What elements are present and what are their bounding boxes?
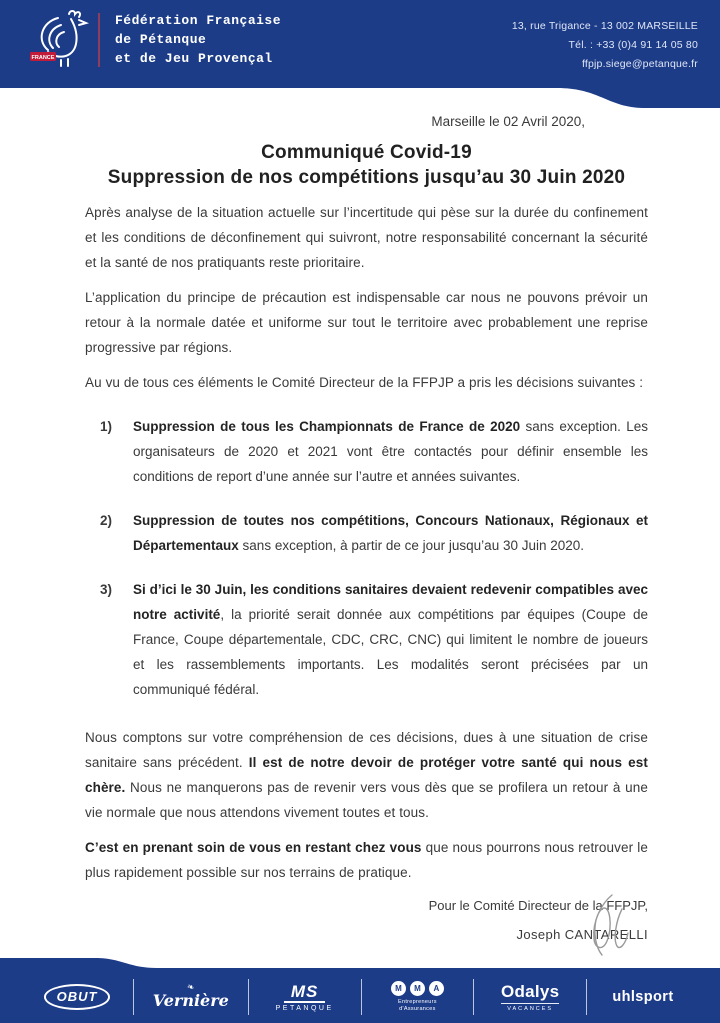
title-line-2: Suppression de nos compétitions jusqu’au 30 Juin 2020: [107, 167, 626, 188]
signoff-committee: Pour le Comité Directeur de la FFPJP,: [428, 898, 648, 913]
mma-logo-subtext: [398, 999, 437, 1013]
verniere-logo: [152, 981, 229, 1010]
org-name-line-2: de Pétanque: [115, 32, 207, 47]
signoff-name: Joseph CANTARELLI: [516, 927, 648, 942]
contact-phone: Tél. : +33 (0)4 91 14 05 80: [568, 39, 698, 51]
ms-logo-text: MS: [284, 983, 326, 1003]
decision-text-3: Si d’ici le 30 Juin, les conditions sanitaires devaient redevenir compatibles avec notre activité, la priorité serait donnée aux compétitions par équipes (Coupe de France, Coupe départementale, CDC, CRC, CNC) qui limitent le nombre de joueurs et les rassemblements importants. Les modalités seront précisées par un communiqué fédéral.: [133, 582, 648, 697]
decision-text-1: Suppression de tous les Championnats de France de 2020 sans exception. Les organisateurs de 2020 et 2021 vont être contactés pour définir ensemble les conditions de report d’une année sur l’autre et années suivantes.: [133, 419, 649, 484]
mma-circle-m2: M: [410, 981, 425, 996]
decisions-list: [85, 414, 648, 702]
feather-icon: ❧: [185, 981, 196, 993]
decision-item-1: [85, 414, 648, 489]
mma-logo: [380, 981, 454, 1013]
ms-logo-subtext: PETANQUE: [275, 1004, 334, 1012]
dateline: Marseille le 02 Avril 2020,: [431, 114, 585, 129]
sponsor-divider: [473, 979, 474, 1015]
decision-item-3: [85, 577, 648, 702]
odalys-logo: [493, 982, 567, 1012]
uhlsport-logo-text: uhlsport: [612, 989, 674, 1005]
contact-info: [512, 17, 698, 74]
sponsor-divider: [133, 979, 134, 1015]
organization-name: [115, 11, 281, 68]
decision-item-2: [85, 508, 648, 558]
decision-text-2: Suppression de toutes nos compétitions, Concours Nationaux, Régionaux et Départementaux sans exception, à partir de ce jour jusqu’au 30 Juin 2020.: [133, 513, 648, 553]
mma-subtext-line2: d'Assurances: [399, 1006, 436, 1012]
rooster-icon: [28, 6, 92, 72]
verniere-logo-text: Vernière: [152, 991, 229, 1010]
letter-body: [85, 108, 648, 942]
sponsor-divider: [586, 979, 587, 1015]
ms-petanque-logo: [268, 983, 342, 1012]
decision-number-3: 3): [100, 582, 113, 597]
mma-circle-a: A: [429, 981, 444, 996]
intro-paragraph-3: Au vu de tous ces éléments le Comité Directeur de la FFPJP a pris les décisions suivantes :: [85, 375, 644, 390]
org-name-line-1: Fédération Française: [115, 13, 282, 28]
contact-email: ffpjp.siege@petanque.fr: [581, 58, 698, 70]
mma-subtext-line1: Entrepreneurs: [398, 999, 437, 1005]
letterhead: [0, 0, 720, 108]
sponsor-divider: [361, 979, 362, 1015]
sponsor-bar: [0, 971, 720, 1023]
uhlsport-logo: [606, 989, 680, 1005]
decision-number-2: 2): [100, 513, 113, 528]
closing-paragraph-2: C’est en prenant soin de vous en restant chez vous que nous pourrons nous retrouver le plus rapidement possible sur nos terrains de pratique.: [85, 840, 648, 880]
sponsor-divider: [248, 979, 249, 1015]
letterhead-divider: [98, 13, 100, 67]
org-name-line-3: et de Jeu Provençal: [115, 51, 273, 66]
communique-title: [85, 140, 648, 190]
contact-address: 13, rue Trigance - 13 002 MARSEILLE: [511, 20, 698, 32]
obut-logo-text: OBUT: [44, 984, 111, 1010]
mma-circle-m1: M: [391, 981, 406, 996]
odalys-logo-text: Odalys: [501, 982, 560, 1004]
intro-paragraph-1: Après analyse de la situation actuelle sur l’incertitude qui pèse sur la durée du confinement et les conditions de déconfinement qui suivront, notre responsabilité concernant la sécurité et la santé de nos pratiquants reste prioritaire.: [85, 205, 648, 270]
decision-number-1: 1): [100, 419, 113, 434]
handwritten-signature-icon: [576, 891, 642, 961]
france-badge: FRANCE: [31, 55, 55, 61]
closing-paragraph-1: Nous comptons sur votre compréhension de ces décisions, dues à une situation de crise sanitaire sans précédent. Il est de notre devoir de protéger votre santé qui nous est chère. Nous ne manquerons pas de revenir vers vous dès que se profilera un retour à une vie normale que nous attendons vivement toutes et tous.: [85, 730, 648, 820]
intro-paragraph-2: L’application du principe de précaution est indispensable car nous ne pouvons prévoir un retour à la normale datée et uniforme sur tout le territoire avec probablement une reprise progressive par régions.: [85, 290, 648, 355]
mma-circles-icon: [391, 981, 444, 996]
title-line-1: Communiqué Covid-19: [261, 142, 472, 163]
obut-logo: [40, 984, 114, 1010]
odalys-logo-subtext: VACANCES: [507, 1006, 554, 1012]
